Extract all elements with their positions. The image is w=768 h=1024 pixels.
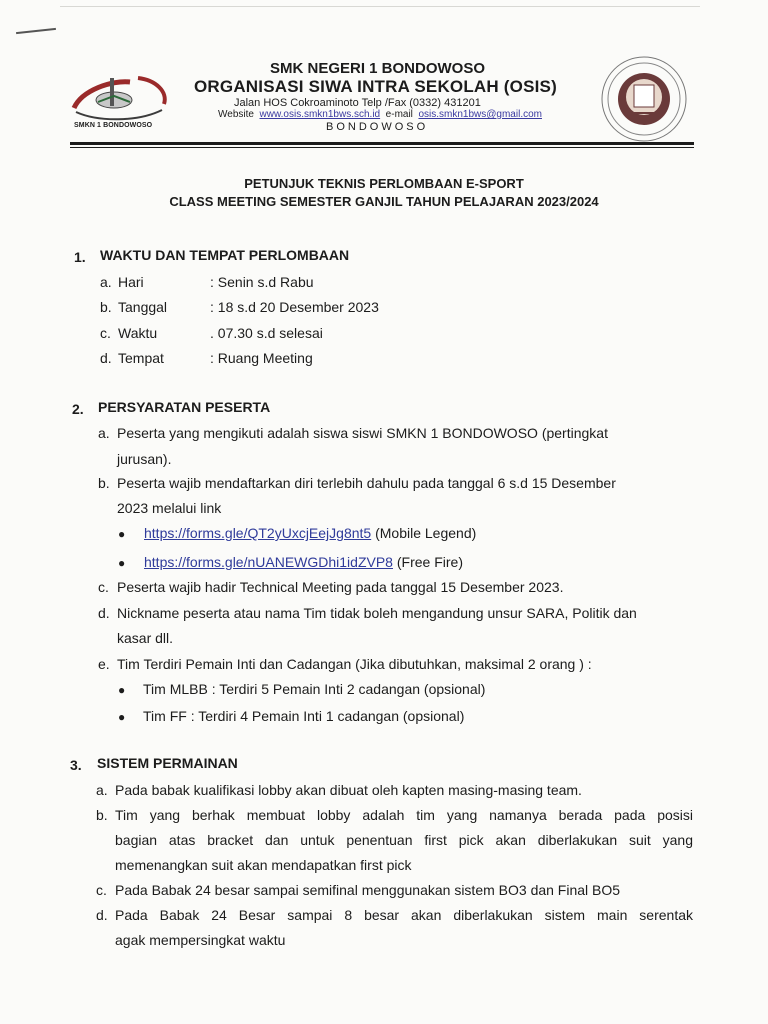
- item-letter: b.: [100, 299, 112, 315]
- item-value: : Senin s.d Rabu: [210, 274, 314, 290]
- scan-mark: [16, 28, 56, 34]
- link-line: [144, 554, 463, 570]
- link-game-label: (Mobile Legend): [371, 525, 477, 541]
- letterhead-rule-thick: [70, 142, 694, 145]
- item-letter: b.: [96, 807, 108, 823]
- item-letter: c.: [100, 325, 111, 341]
- item-letter: a.: [96, 782, 108, 798]
- item-value: : Ruang Meeting: [210, 350, 313, 366]
- bullet-icon: ●: [118, 710, 126, 724]
- paragraph-line: Nickname peserta atau nama Tim tidak boleh mengandung unsur SARA, Politik dan: [117, 605, 637, 621]
- section-2-title: PERSYARATAN PESERTA: [98, 399, 271, 415]
- section-3-title: SISTEM PERMAINAN: [97, 755, 238, 771]
- paragraph-line: Peserta wajib hadir Technical Meeting pada tanggal 15 Desember 2023.: [117, 579, 564, 595]
- paragraph-line: Peserta wajib mendaftarkan diri terlebih dahulu pada tanggal 6 s.d 15 Desember: [117, 475, 616, 491]
- paragraph-line: jurusan).: [117, 451, 172, 467]
- smkn-logo: [68, 70, 172, 130]
- bullet-icon: ●: [118, 683, 126, 697]
- paragraph-line: bagian atas bracket dan untuk penentuan first pick akan diberlakukan suit yang: [115, 832, 693, 848]
- item-letter: d.: [98, 605, 110, 621]
- letterhead-rule-thin: [70, 147, 694, 148]
- paragraph-line: agak mempersingkat waktu: [115, 932, 286, 948]
- contact-line: [218, 109, 542, 120]
- paragraph-line: kasar dll.: [117, 630, 174, 646]
- section-1-number: 1.: [74, 249, 86, 265]
- registration-link-mlbb[interactable]: https://forms.gle/QT2yUxcjEejJg8nt5: [144, 525, 372, 541]
- logo-caption: SMKN 1 BONDOWOSO: [74, 122, 153, 129]
- registration-link-ff[interactable]: https://forms.gle/nUANEWGDhi1idZVP8: [144, 554, 393, 570]
- section-1-title: WAKTU DAN TEMPAT PERLOMBAAN: [100, 247, 350, 263]
- paragraph-line: Pada babak kualifikasi lobby akan dibuat oleh kapten masing-masing team.: [115, 782, 582, 798]
- paragraph-line: memenangkan suit akan mendapatkan first pick: [115, 857, 412, 873]
- item-letter: c.: [96, 882, 107, 898]
- item-value: : 18 s.d 20 Desember 2023: [210, 299, 379, 315]
- item-letter: c.: [98, 579, 109, 595]
- link-line: [144, 525, 476, 541]
- address: Jalan HOS Cokroaminoto Telp /Fax (0332) 431201: [234, 97, 481, 109]
- paragraph-line: Tim yang berhak membuat lobby adalah tim yang namanya berada pada posisi: [115, 807, 693, 823]
- item-letter: e.: [98, 656, 110, 672]
- item-label: Tanggal: [118, 299, 168, 315]
- bullet-icon: ●: [118, 527, 126, 541]
- city: BONDOWOSO: [326, 121, 429, 133]
- document-subtitle: CLASS MEETING SEMESTER GANJIL TAHUN PELAJARAN 2023/2024: [169, 194, 599, 209]
- email-link[interactable]: osis.smkn1bws@gmail.com: [418, 109, 542, 120]
- bullet-icon: ●: [118, 556, 126, 570]
- email-label: e-mail: [385, 109, 413, 120]
- item-label: Hari: [118, 274, 144, 290]
- item-letter: a.: [98, 425, 110, 441]
- item-value: . 07.30 s.d selesai: [210, 325, 323, 341]
- document-title: PETUNJUK TEKNIS PERLOMBAAN E-SPORT: [244, 176, 524, 191]
- team-line: Tim FF : Terdiri 4 Pemain Inti 1 cadangan (opsional): [143, 708, 465, 724]
- organization-name: ORGANISASI SIWA INTRA SEKOLAH (OSIS): [194, 77, 557, 96]
- paragraph-line: Pada Babak 24 besar sampai semifinal menggunakan sistem BO3 dan Final BO5: [115, 882, 621, 898]
- item-letter: d.: [96, 907, 108, 923]
- team-line: Tim MLBB : Terdiri 5 Pemain Inti 2 cadangan (opsional): [143, 681, 486, 697]
- section-3-number: 3.: [70, 757, 82, 773]
- paragraph-line: 2023 melalui link: [117, 500, 222, 516]
- item-letter: a.: [100, 274, 112, 290]
- paragraph-line: Pada Babak 24 Besar sampai 8 besar akan diberlakukan sistem main serentak: [115, 907, 693, 923]
- website-label: Website: [218, 109, 254, 120]
- school-name: SMK NEGERI 1 BONDOWOSO: [270, 60, 486, 77]
- item-letter: d.: [100, 350, 112, 366]
- item-label: Waktu: [118, 325, 158, 341]
- section-2-number: 2.: [72, 401, 84, 417]
- item-letter: b.: [98, 475, 110, 491]
- link-game-label: (Free Fire): [392, 554, 463, 570]
- paragraph-line: Tim Terdiri Pemain Inti dan Cadangan (Jika dibutuhkan, maksimal 2 orang ) :: [117, 656, 592, 672]
- paragraph-line: Peserta yang mengikuti adalah siswa siswi SMKN 1 BONDOWOSO (pertingkat: [117, 425, 608, 441]
- website-link[interactable]: www.osis.smkn1bws.sch.id: [259, 109, 381, 120]
- scan-edge: [60, 6, 700, 7]
- item-label: Tempat: [118, 350, 164, 366]
- osis-logo: [600, 55, 688, 143]
